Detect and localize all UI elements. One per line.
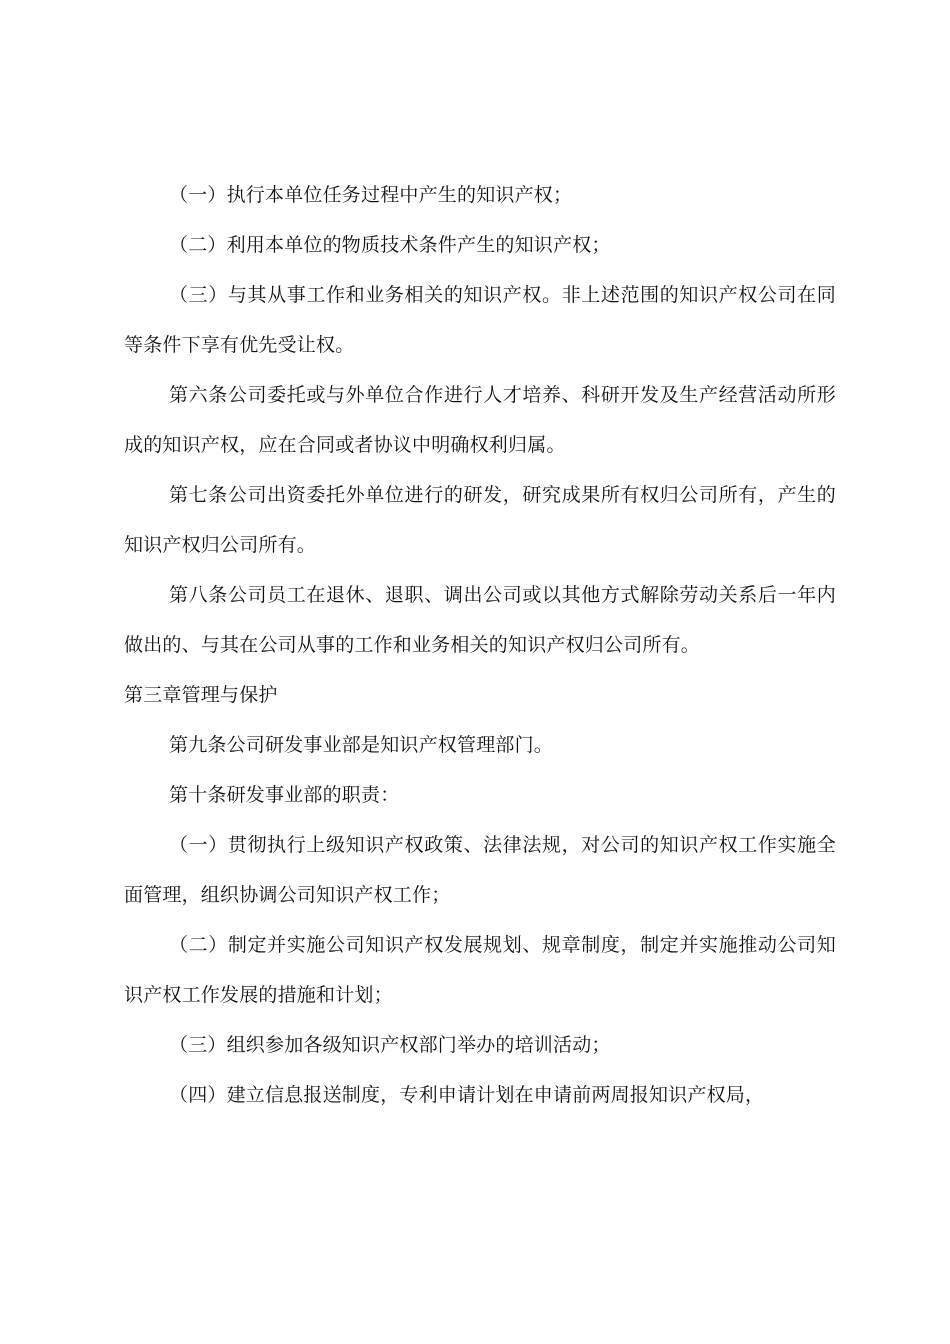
clause-item-2: （二）利用本单位的物质技术条件产生的知识产权； [169,234,611,256]
article-10: 第十条研发事业部的职责： [169,784,400,806]
duty-item-2: （二）制定并实施公司知识产权发展规划、规章制度，制定并实施推动公司知识产权工作发展的措施和计划； [124,934,836,1006]
clause-item-1: （一）执行本单位任务过程中产生的知识产权； [169,184,573,206]
duty-item-1: （一）贯彻执行上级知识产权政策、法律法规，对公司的知识产权工作实施全面管理，组织协调公司知识产权工作； [124,834,836,906]
chapter-3-heading: 第三章管理与保护 [124,684,278,706]
clause-item-3: （三）与其从事工作和业务相关的知识产权。非上述范围的知识产权公司在同等条件下享有优先受让权。 [124,284,836,356]
document-body [124,170,836,1120]
article-7: 第七条公司出资委托外单位进行的研发，研究成果所有权归公司所有，产生的知识产权归公司所有。 [124,484,836,556]
duty-item-4: （四）建立信息报送制度，专利申请计划在申请前两周报知识产权局， [169,1084,765,1106]
duty-item-3: （三）组织参加各级知识产权部门举办的培训活动； [169,1034,611,1056]
article-9: 第九条公司研发事业部是知识产权管理部门。 [169,734,554,756]
article-8: 第八条公司员工在退休、退职、调出公司或以其他方式解除劳动关系后一年内做出的、与其在公司从事的工作和业务相关的知识产权归公司所有。 [124,584,836,656]
article-6: 第六条公司委托或与外单位合作进行人才培养、科研开发及生产经营活动所形成的知识产权，应在合同或者协议中明确权利归属。 [124,384,836,456]
